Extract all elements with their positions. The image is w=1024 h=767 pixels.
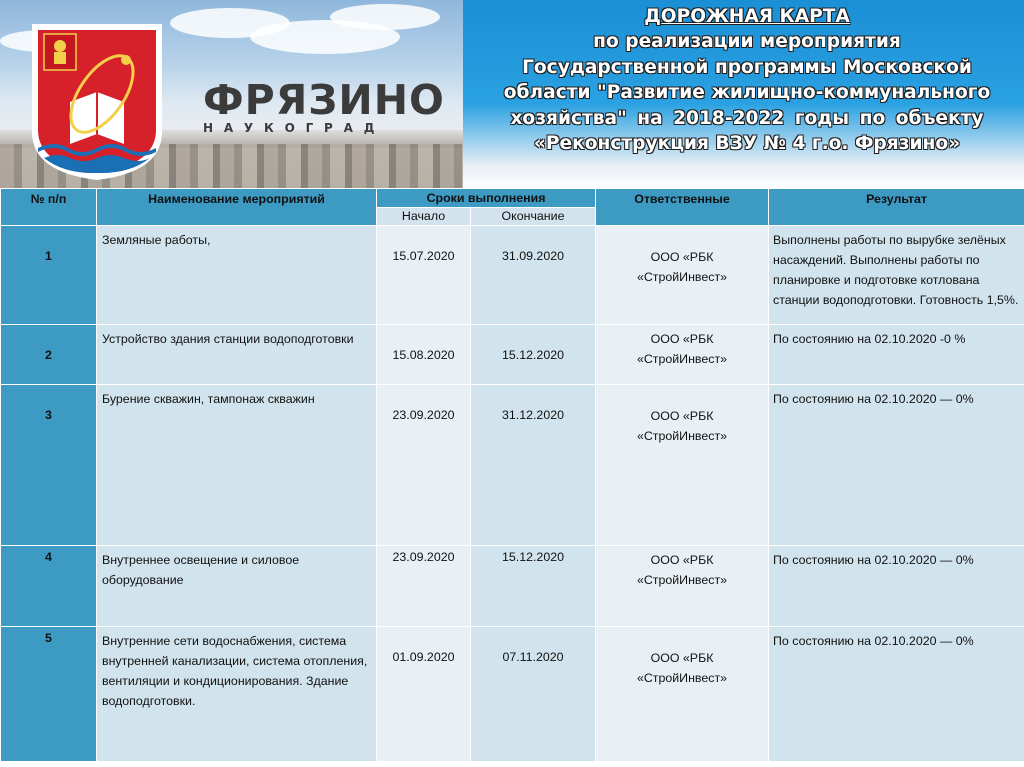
row-result: По состоянию на 02.10.2020 -0 % (769, 325, 1024, 385)
row-result: Выполнены работы по вырубке зелёных насаждений. Выполнены работы по планировке и подготовке котлована станции водоподготовки. Готовность 1,5%. (769, 226, 1024, 325)
row-task-name: Внутренние сети водоснабжения, система внутренней канализации, система отопления, вентиляции и кондиционирования. Здание водоподготовки. (97, 627, 377, 762)
row-end-date: 15.12.2020 (471, 546, 596, 627)
col-header-period: Сроки выполнения (377, 189, 596, 208)
slide-header (0, 0, 1024, 188)
table-row (1, 226, 1024, 325)
row-start-date: 01.09.2020 (377, 627, 471, 762)
title-line: ДОРОЖНАЯ КАРТА (644, 6, 850, 27)
row-number: 2 (1, 325, 97, 385)
row-result: По состоянию на 02.10.2020 — 0% (769, 546, 1024, 627)
row-responsible (596, 546, 769, 627)
row-result: По состоянию на 02.10.2020 — 0% (769, 627, 1024, 762)
responsible-line-1: ООО «РБК (650, 553, 714, 567)
row-result: По состоянию на 02.10.2020 — 0% (769, 385, 1024, 546)
table-row (1, 325, 1024, 385)
table-row (1, 627, 1024, 762)
row-task-name: Земляные работы, (97, 226, 377, 325)
row-responsible (596, 226, 769, 325)
fryazino-crest-icon (30, 22, 164, 182)
responsible-line-2: «СтройИнвест» (636, 352, 728, 366)
col-header-start: Начало (377, 208, 471, 226)
responsible-line-1: ООО «РБК (650, 651, 714, 665)
col-header-result: Результат (769, 189, 1024, 226)
row-responsible (596, 627, 769, 762)
row-end-date: 31.12.2020 (471, 385, 596, 546)
slide-title (470, 4, 1024, 156)
row-task-name: Устройство здания станции водоподготовки (97, 325, 377, 385)
table-row (1, 546, 1024, 627)
city-logo-text: ФРЯЗИНО (203, 76, 445, 124)
col-header-responsible: Ответственные (596, 189, 769, 226)
title-line: Государственной программы Московской (522, 56, 972, 78)
col-header-num: № п/п (1, 189, 97, 226)
col-header-end: Окончание (471, 208, 596, 226)
row-number: 5 (1, 627, 97, 762)
row-end-date: 31.09.2020 (471, 226, 596, 325)
roadmap-table (0, 188, 1024, 762)
title-line: «Реконструкция ВЗУ № 4 г.о. Фрязино» (533, 133, 961, 155)
row-number: 4 (1, 546, 97, 627)
row-responsible (596, 325, 769, 385)
row-task-name: Внутреннее освещение и силовое оборудование (97, 546, 377, 627)
row-start-date: 23.09.2020 (377, 546, 471, 627)
title-line: области "Развитие жилищно-коммунального (503, 82, 991, 104)
responsible-line-1: ООО «РБК (650, 250, 714, 264)
row-responsible (596, 385, 769, 546)
col-header-name: Наименование мероприятий (97, 189, 377, 226)
responsible-line-2: «СтройИнвест» (636, 573, 728, 587)
responsible-line-2: «СтройИнвест» (636, 429, 728, 443)
row-end-date: 07.11.2020 (471, 627, 596, 762)
title-line: хозяйства" на 2018-2022 годы по объекту (510, 107, 984, 129)
table-row (1, 385, 1024, 546)
row-number: 3 (1, 385, 97, 546)
responsible-line-1: ООО «РБК (650, 409, 714, 423)
row-task-name: Бурение скважин, тампонаж скважин (97, 385, 377, 546)
city-logo-subtitle: НАУКОГРАД (203, 121, 386, 135)
row-number: 1 (1, 226, 97, 325)
row-start-date: 15.07.2020 (377, 226, 471, 325)
row-start-date: 15.08.2020 (377, 325, 471, 385)
responsible-line-2: «СтройИнвест» (636, 270, 728, 284)
responsible-line-1: ООО «РБК (650, 332, 714, 346)
title-line: по реализации мероприятия (593, 31, 901, 53)
responsible-line-2: «СтройИнвест» (636, 671, 728, 685)
row-start-date: 23.09.2020 (377, 385, 471, 546)
row-end-date: 15.12.2020 (471, 325, 596, 385)
